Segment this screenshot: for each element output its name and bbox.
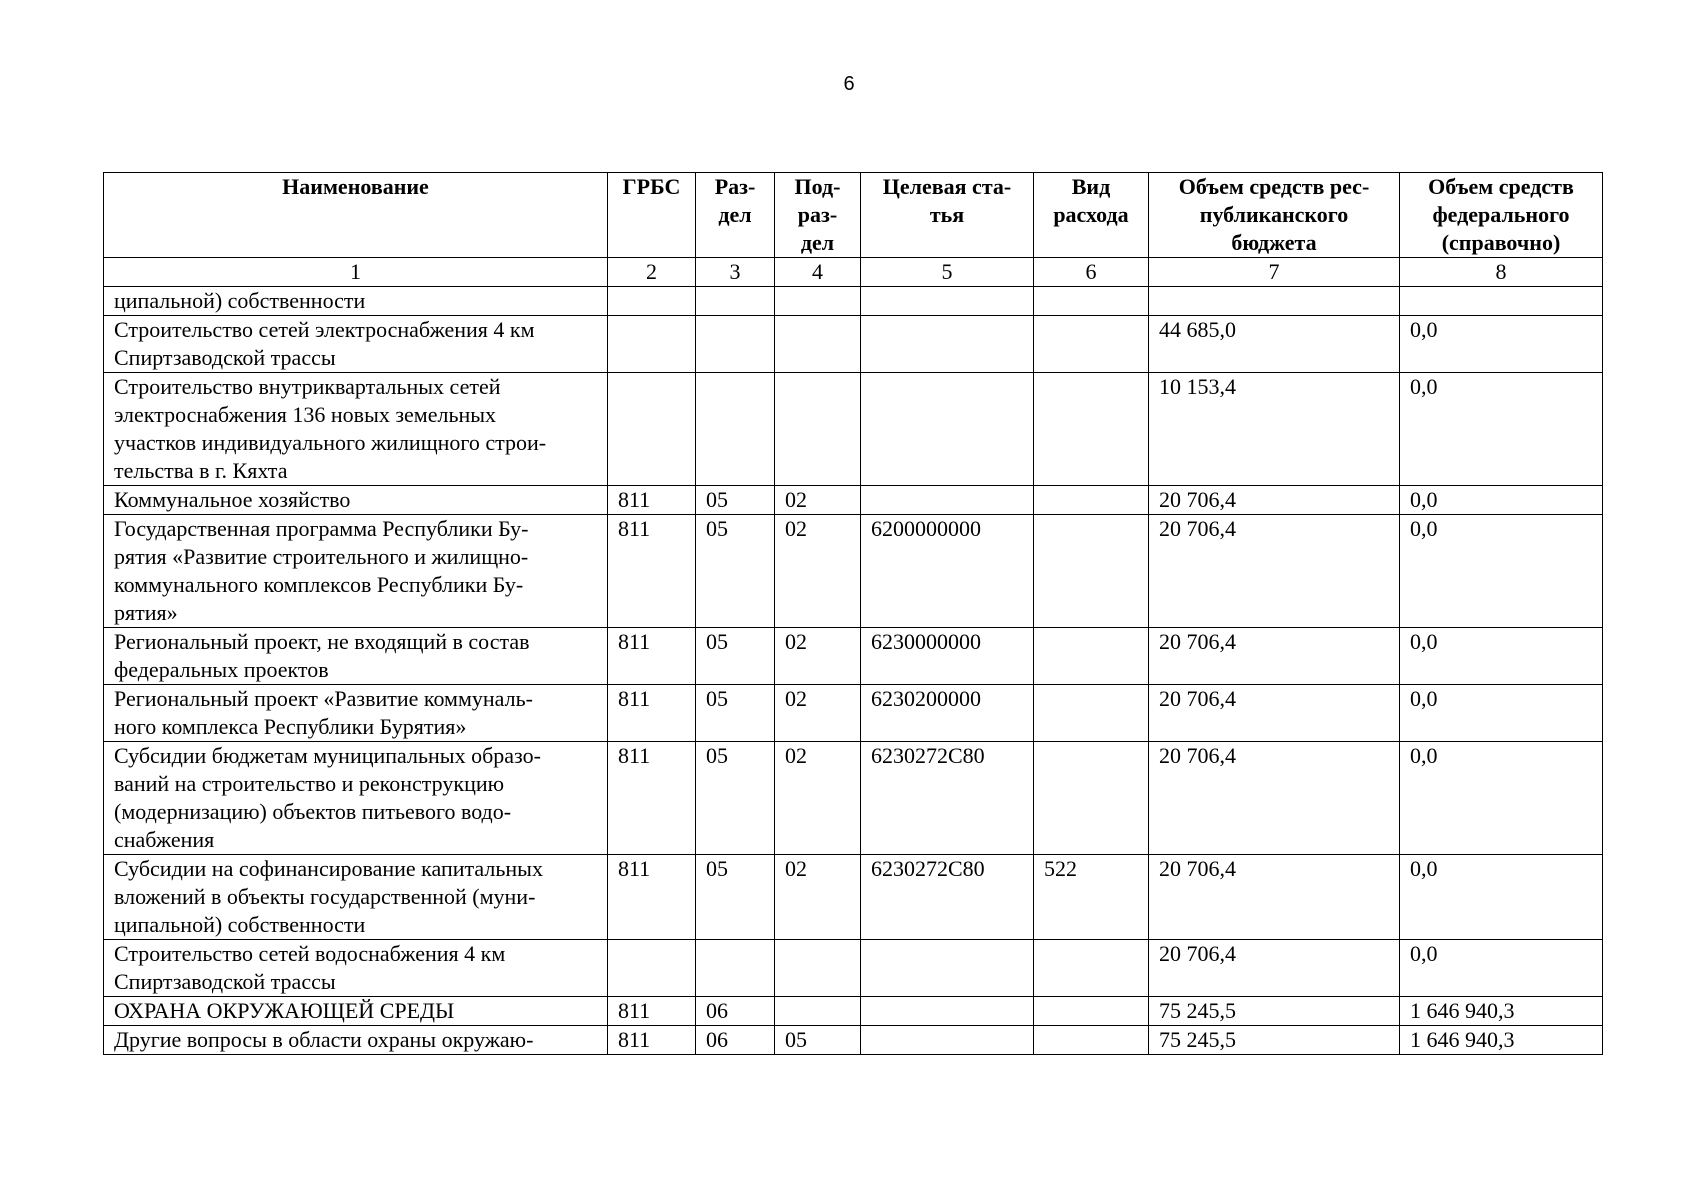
cell-podrazdel: 02	[775, 515, 861, 628]
cell-vid	[1034, 316, 1149, 373]
cell-federal-amount	[1400, 287, 1603, 316]
cell-name: Региональный проект «Развитие коммуналь- ного комплекса Республики Бурятия»	[104, 685, 608, 742]
cell-republic-amount: 75 245,5	[1149, 997, 1400, 1026]
cell-name: Субсидии на софинансирование капитальных вложений в объекты государственной (муни- ципальной) собственности	[104, 855, 608, 940]
column-number: 6	[1034, 258, 1149, 287]
cell-name: Строительство внутриквартальных сетей электроснабжения 136 новых земельных участков индивидуального жилищного строи- тельства в г. Кяхта	[104, 373, 608, 486]
cell-grbs: 811	[608, 742, 696, 855]
cell-vid	[1034, 287, 1149, 316]
cell-name: Другие вопросы в области охраны окружаю-	[104, 1026, 608, 1055]
table-row	[104, 287, 1603, 316]
column-number: 8	[1400, 258, 1603, 287]
table-row	[104, 515, 1603, 628]
cell-grbs	[608, 316, 696, 373]
cell-razdel	[696, 316, 775, 373]
cell-republic-amount: 20 706,4	[1149, 515, 1400, 628]
header-row	[104, 173, 1603, 258]
cell-federal-amount: 0,0	[1400, 515, 1603, 628]
cell-target	[861, 940, 1034, 997]
cell-republic-amount: 44 685,0	[1149, 316, 1400, 373]
cell-podrazdel: 02	[775, 855, 861, 940]
column-number: 3	[696, 258, 775, 287]
cell-razdel: 05	[696, 515, 775, 628]
cell-target	[861, 1026, 1034, 1055]
cell-razdel: 05	[696, 855, 775, 940]
table-row	[104, 997, 1603, 1026]
cell-republic-amount: 20 706,4	[1149, 742, 1400, 855]
cell-vid: 522	[1034, 855, 1149, 940]
cell-federal-amount: 1 646 940,3	[1400, 1026, 1603, 1055]
cell-target	[861, 287, 1034, 316]
header-col-vid: Вид расхода	[1034, 173, 1149, 258]
cell-target	[861, 316, 1034, 373]
header-col-name: Наименование	[104, 173, 608, 258]
cell-federal-amount: 0,0	[1400, 373, 1603, 486]
cell-name: Субсидии бюджетам муниципальных образо- ваний на строительство и реконструкцию (модернизацию) объектов питьевого водо- снабжения	[104, 742, 608, 855]
table-row	[104, 373, 1603, 486]
column-number: 7	[1149, 258, 1400, 287]
cell-razdel	[696, 373, 775, 486]
cell-podrazdel: 02	[775, 628, 861, 685]
cell-target	[861, 997, 1034, 1026]
cell-republic-amount: 20 706,4	[1149, 486, 1400, 515]
cell-podrazdel	[775, 940, 861, 997]
table-row	[104, 1026, 1603, 1055]
cell-vid	[1034, 685, 1149, 742]
cell-grbs: 811	[608, 855, 696, 940]
cell-razdel: 05	[696, 742, 775, 855]
cell-target	[861, 486, 1034, 515]
cell-podrazdel: 05	[775, 1026, 861, 1055]
cell-vid	[1034, 373, 1149, 486]
header-col-rep: Объем средств рес- публиканского бюджета	[1149, 173, 1400, 258]
cell-federal-amount: 0,0	[1400, 855, 1603, 940]
cell-grbs: 811	[608, 515, 696, 628]
table-row	[104, 628, 1603, 685]
header-col-grbs: ГРБС	[608, 173, 696, 258]
cell-grbs: 811	[608, 486, 696, 515]
cell-name: Строительство сетей водоснабжения 4 км Спиртзаводской трассы	[104, 940, 608, 997]
cell-podrazdel: 02	[775, 742, 861, 855]
cell-razdel: 05	[696, 628, 775, 685]
cell-podrazdel	[775, 373, 861, 486]
header-col-fed: Объем средств федерального (справочно)	[1400, 173, 1603, 258]
cell-razdel	[696, 287, 775, 316]
cell-razdel: 06	[696, 997, 775, 1026]
cell-vid	[1034, 742, 1149, 855]
cell-republic-amount	[1149, 287, 1400, 316]
cell-name: ципальной) собственности	[104, 287, 608, 316]
cell-vid	[1034, 997, 1149, 1026]
cell-federal-amount: 0,0	[1400, 940, 1603, 997]
cell-podrazdel: 02	[775, 685, 861, 742]
cell-vid	[1034, 486, 1149, 515]
column-number-row	[104, 258, 1603, 287]
cell-grbs: 811	[608, 1026, 696, 1055]
cell-podrazdel	[775, 316, 861, 373]
cell-vid	[1034, 628, 1149, 685]
cell-name: Строительство сетей электроснабжения 4 км Спиртзаводской трассы	[104, 316, 608, 373]
cell-grbs	[608, 940, 696, 997]
table-row	[104, 316, 1603, 373]
cell-republic-amount: 75 245,5	[1149, 1026, 1400, 1055]
cell-grbs: 811	[608, 628, 696, 685]
table-row	[104, 685, 1603, 742]
table-row	[104, 742, 1603, 855]
budget-table	[103, 172, 1603, 1055]
cell-federal-amount: 0,0	[1400, 742, 1603, 855]
cell-grbs: 811	[608, 997, 696, 1026]
header-col-podrazdel: Под- раз- дел	[775, 173, 861, 258]
header-col-target: Целевая ста- тья	[861, 173, 1034, 258]
page-number: 6	[843, 73, 855, 95]
cell-name: ОХРАНА ОКРУЖАЮЩЕЙ СРЕДЫ	[104, 997, 608, 1026]
cell-razdel: 05	[696, 486, 775, 515]
cell-target	[861, 373, 1034, 486]
column-number: 1	[104, 258, 608, 287]
column-number: 5	[861, 258, 1034, 287]
table-body	[104, 287, 1603, 1055]
column-number: 2	[608, 258, 696, 287]
cell-grbs	[608, 287, 696, 316]
table-row	[104, 940, 1603, 997]
cell-razdel: 05	[696, 685, 775, 742]
cell-federal-amount: 1 646 940,3	[1400, 997, 1603, 1026]
cell-republic-amount: 20 706,4	[1149, 685, 1400, 742]
cell-podrazdel: 02	[775, 486, 861, 515]
cell-federal-amount: 0,0	[1400, 685, 1603, 742]
cell-vid	[1034, 1026, 1149, 1055]
table-row	[104, 855, 1603, 940]
cell-republic-amount: 20 706,4	[1149, 855, 1400, 940]
cell-republic-amount: 10 153,4	[1149, 373, 1400, 486]
cell-target: 6230000000	[861, 628, 1034, 685]
cell-grbs	[608, 373, 696, 486]
table-row	[104, 486, 1603, 515]
cell-razdel	[696, 940, 775, 997]
cell-vid	[1034, 940, 1149, 997]
cell-target: 6230200000	[861, 685, 1034, 742]
cell-podrazdel	[775, 997, 861, 1026]
cell-republic-amount: 20 706,4	[1149, 940, 1400, 997]
cell-target: 6200000000	[861, 515, 1034, 628]
cell-federal-amount: 0,0	[1400, 628, 1603, 685]
cell-target: 6230272С80	[861, 742, 1034, 855]
column-number: 4	[775, 258, 861, 287]
cell-federal-amount: 0,0	[1400, 486, 1603, 515]
cell-target: 6230272С80	[861, 855, 1034, 940]
cell-name: Государственная программа Республики Бу- рятия «Развитие строительного и жилищно- коммунального комплексов Республики Бу- рятия»	[104, 515, 608, 628]
cell-grbs: 811	[608, 685, 696, 742]
cell-republic-amount: 20 706,4	[1149, 628, 1400, 685]
cell-federal-amount: 0,0	[1400, 316, 1603, 373]
cell-podrazdel	[775, 287, 861, 316]
cell-vid	[1034, 515, 1149, 628]
cell-name: Коммунальное хозяйство	[104, 486, 608, 515]
cell-razdel: 06	[696, 1026, 775, 1055]
cell-name: Региональный проект, не входящий в состав федеральных проектов	[104, 628, 608, 685]
header-col-razdel: Раз- дел	[696, 173, 775, 258]
